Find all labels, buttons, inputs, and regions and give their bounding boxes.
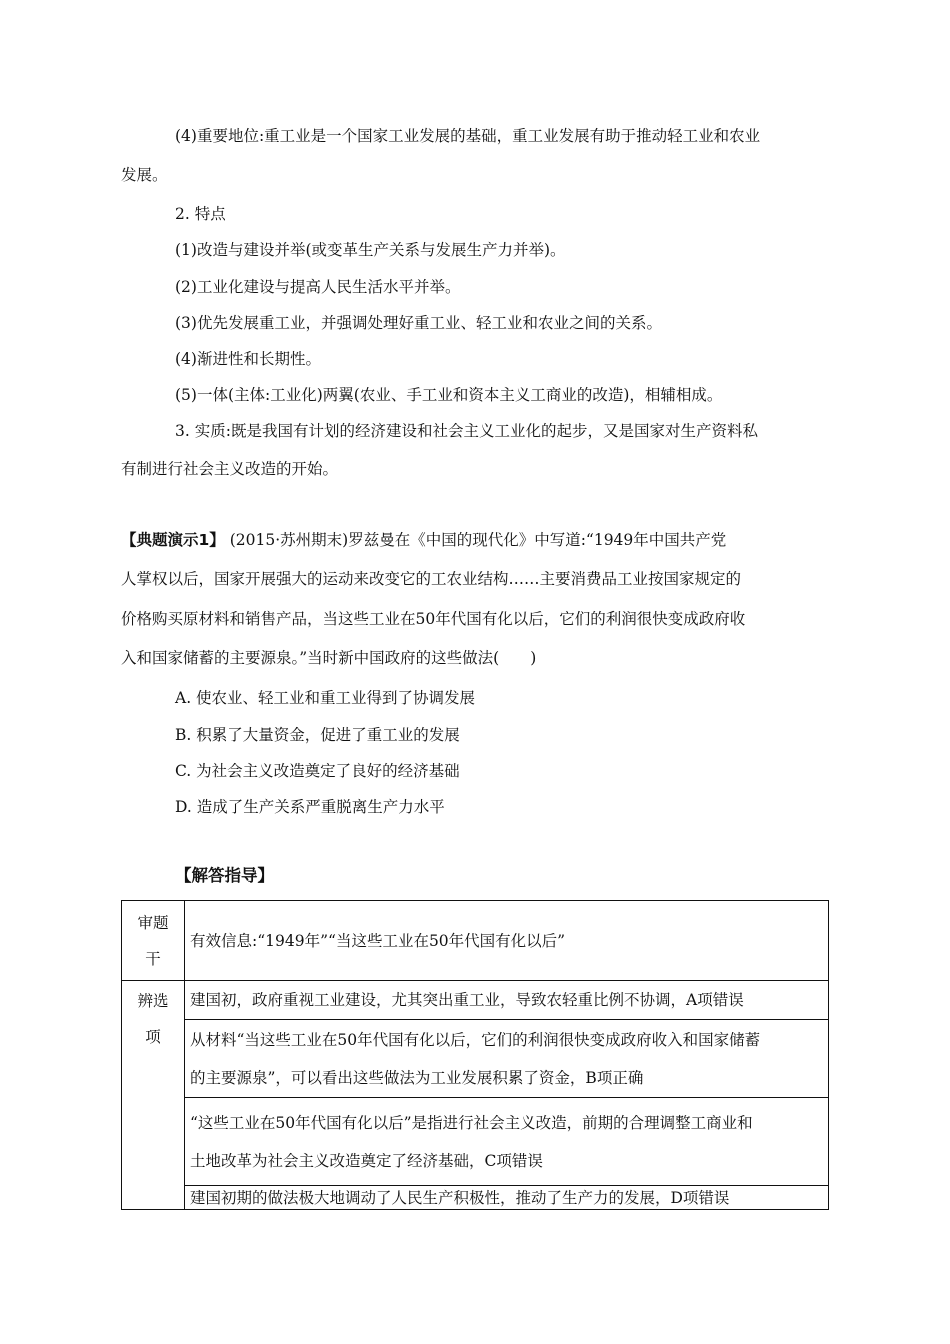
analysis-d-text: 建国初期的做法极大地调动了人民生产积极性，推动了生产力的发展，D项错误 [190, 1188, 730, 1207]
analysis-b [185, 1020, 829, 1098]
feature-3: (3)优先发展重工业，并强调处理好重工业、轻工业和农业之间的关系。 [175, 314, 662, 332]
analysis-a [185, 981, 829, 1020]
item4-line2: 发展。 [121, 166, 168, 184]
feature-1: (1)改造与建设并举(或变革生产关系与发展生产力并举)。 [175, 241, 566, 259]
option-a: A. 使农业、轻工业和重工业得到了协调发展 [175, 689, 476, 707]
answer-guide-table [121, 900, 829, 1210]
item4-line1: (4)重要地位:重工业是一个国家工业发展的基础，重工业发展有助于推动轻工业和农业 [175, 127, 761, 145]
heading-features: 2. 特点 [175, 205, 226, 223]
option-c: C. 为社会主义改造奠定了良好的经济基础 [175, 762, 460, 780]
example-line3: 价格购买原材料和销售产品，当这些工业在50年代国有化以后，它们的利润很快变成政府收 [121, 610, 746, 628]
analysis-c-line1: “这些工业在50年代国有化以后”是指进行社会主义改造，前期的合理调整工商业和 [190, 1113, 753, 1132]
stem-info-text: 有效信息:“1949年”“当这些工业在50年代国有化以后” [190, 931, 566, 950]
table-row [122, 901, 829, 981]
example-line4: 入和国家储蓄的主要源泉。”当时新中国政府的这些做法( ) [121, 649, 537, 667]
feature-4: (4)渐进性和长期性。 [175, 350, 321, 368]
feature-2: (2)工业化建设与提高人民生活水平并举。 [175, 278, 461, 296]
analysis-c [185, 1098, 829, 1186]
analysis-c-line2: 土地改革为社会主义改造奠定了经济基础，C项错误 [190, 1151, 543, 1170]
table-row [122, 1098, 829, 1186]
guide-title: 【解答指导】 [175, 866, 274, 885]
example-line1: (2015·苏州期末)罗兹曼在《中国的现代化》中写道:“1949年中国共产党 [224, 531, 727, 549]
stem-info [185, 901, 829, 981]
analysis-a-text: 建国初，政府重视工业建设，尤其突出重工业，导致农轻重比例不协调，A项错误 [190, 991, 744, 1009]
label-stem-a: 审题 [137, 913, 169, 932]
label-options [122, 981, 185, 1210]
option-b: B. 积累了大量资金，促进了重工业的发展 [175, 726, 460, 744]
label-options-a: 辨选 [137, 992, 169, 1010]
label-stem-b: 干 [145, 949, 161, 968]
table-row [122, 1186, 829, 1210]
essence-line1: 3. 实质:既是我国有计划的经济建设和社会主义工业化的起步，又是国家对生产资料私 [175, 422, 758, 440]
feature-5: (5)一体(主体:工业化)两翼(农业、手工业和资本主义工商业的改造)，相辅相成。 [175, 386, 723, 404]
table-row [122, 981, 829, 1020]
analysis-b-line2: 的主要源泉”，可以看出这些做法为工业发展积累了资金，B项正确 [190, 1068, 644, 1087]
example-tag: 【典题演示1】 [121, 531, 225, 549]
example-question-line1 [121, 530, 726, 550]
label-options-b: 项 [145, 1028, 161, 1046]
analysis-d [185, 1186, 829, 1210]
option-d: D. 造成了生产关系严重脱离生产力水平 [175, 798, 445, 816]
label-stem [122, 901, 185, 981]
example-line2: 人掌权以后，国家开展强大的运动来改变它的工农业结构……主要消费品工业按国家规定的 [121, 570, 742, 588]
essence-line2: 有制进行社会主义改造的开始。 [121, 460, 339, 478]
table-row [122, 1020, 829, 1098]
analysis-b-line1: 从材料“当这些工业在50年代国有化以后，它们的利润很快变成政府收入和国家储蓄 [190, 1030, 761, 1049]
